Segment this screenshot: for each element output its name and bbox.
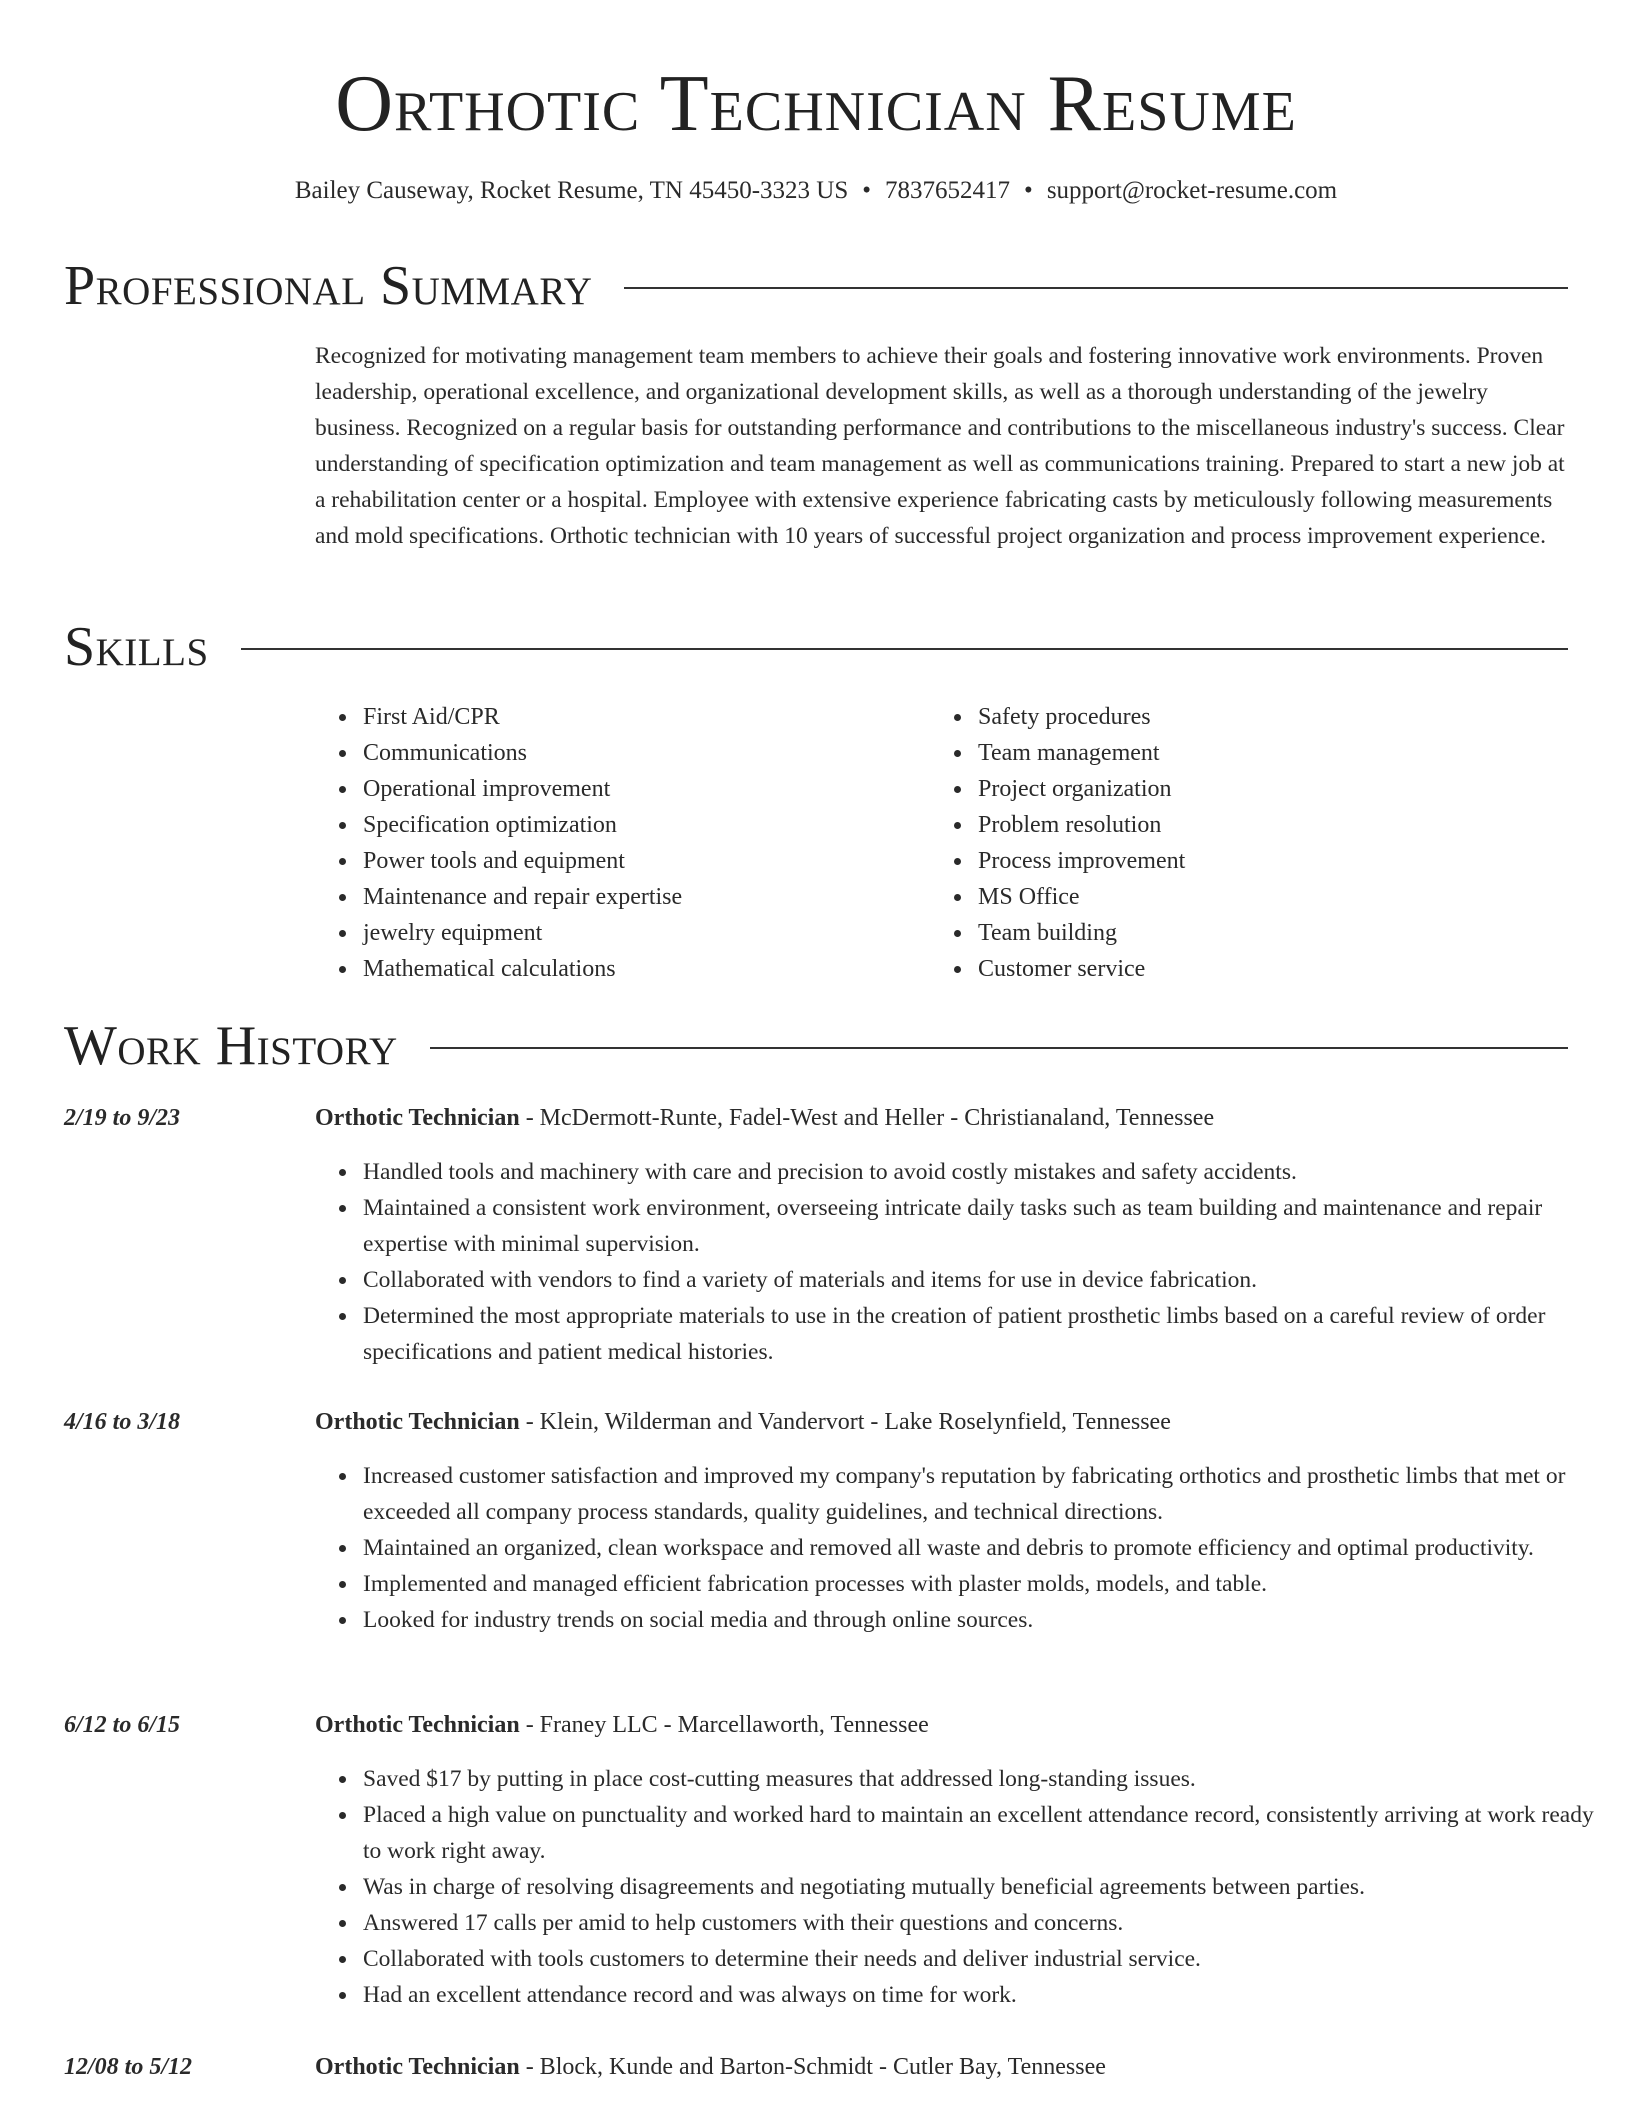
- job-bullet: • Collaborated with vendors to find a variety of materials and items for use in device fabrication.: [359, 1262, 1614, 1298]
- job-bullet: • Implemented and managed efficient fabrication processes with plaster molds, models, and table.: [359, 1566, 1614, 1602]
- job-dates: 12/08 to 5/12: [64, 2054, 193, 2080]
- work-heading: Work History: [64, 1015, 398, 1077]
- skill-item: • Safety procedures: [974, 699, 1534, 735]
- job-dates: 6/12 to 6/15: [64, 1712, 181, 1738]
- job-details: - Block, Kunde and Barton-Schmidt - Cutler Bay, Tennessee: [519, 2054, 1106, 2080]
- work-section-header: [64, 1014, 1568, 1078]
- section-divider: [624, 287, 1568, 289]
- skills-list-left: [315, 699, 919, 987]
- job-bullets: [315, 1154, 1614, 1370]
- job-bullet: • Looked for industry trends on social media and through online sources.: [359, 1602, 1614, 1638]
- job-bullet: • Collaborated with tools customers to determine their needs and deliver industrial service.: [359, 1941, 1614, 1977]
- contact-phone: 7837652417: [885, 177, 1011, 204]
- skill-item: • Team management: [974, 735, 1534, 771]
- job-heading: [315, 1707, 1570, 1743]
- skill-item: • Operational improvement: [359, 771, 919, 807]
- job-role: Orthotic Technician: [315, 1105, 520, 1131]
- job-bullet: • Maintained a consistent work environment, overseeing intricate daily tasks such as team building and maintenance and repair expertise with minimal supervision.: [359, 1190, 1614, 1262]
- skill-item: • Project organization: [974, 771, 1534, 807]
- job-heading: [315, 2049, 1570, 2085]
- skill-item: • Process improvement: [974, 843, 1534, 879]
- skill-item: • Team building: [974, 915, 1534, 951]
- job-bullet: • Determined the most appropriate materials to use in the creation of patient prosthetic limbs based on a careful review of order specifications and patient medical histories.: [359, 1298, 1614, 1370]
- job-details: - McDermott-Runte, Fadel-West and Heller - Christianaland, Tennessee: [519, 1105, 1215, 1131]
- job-bullet: • Saved $17 by putting in place cost-cutting measures that addressed long-standing issues.: [359, 1761, 1614, 1797]
- section-divider: [430, 1047, 1568, 1049]
- skill-item: • First Aid/CPR: [359, 699, 919, 735]
- summary-heading: Professional Summary: [64, 255, 593, 317]
- job-dates: 4/16 to 3/18: [64, 1409, 181, 1435]
- job-heading: [315, 1404, 1570, 1440]
- contact-email: support@rocket-resume.com: [1046, 177, 1338, 204]
- skill-item: • Specification optimization: [359, 807, 919, 843]
- resume-title: Orthotic Technician Resume: [335, 60, 1297, 148]
- skill-item: • MS Office: [974, 879, 1534, 915]
- job-role: Orthotic Technician: [315, 1409, 520, 1435]
- job-bullets: [315, 1761, 1614, 2013]
- job-dates: 2/19 to 9/23: [64, 1105, 181, 1131]
- skill-item: • Problem resolution: [974, 807, 1534, 843]
- skill-item: • Maintenance and repair expertise: [359, 879, 919, 915]
- contact-separator: •: [862, 177, 872, 204]
- job-role: Orthotic Technician: [315, 1712, 520, 1738]
- skill-item: • Power tools and equipment: [359, 843, 919, 879]
- contact-separator: •: [1024, 177, 1033, 204]
- job-details: - Franey LLC - Marcellaworth, Tennessee: [519, 1712, 929, 1738]
- skill-item: • jewelry equipment: [359, 915, 919, 951]
- job-bullet: • Answered 17 calls per amid to help customers with their questions and concerns.: [359, 1905, 1614, 1941]
- job-bullet: • Placed a high value on punctuality and worked hard to maintain an excellent attendance record, consistently arriving at work ready to work right away.: [359, 1797, 1614, 1869]
- job-bullet: • Maintained an organized, clean workspace and removed all waste and debris to promote efficiency and optimal productivity.: [359, 1530, 1614, 1566]
- skill-item: • Mathematical calculations: [359, 951, 919, 987]
- skills-section-header: [64, 615, 1568, 679]
- job-bullet: • Increased customer satisfaction and improved my company's reputation by fabricating orthotics and prosthetic limbs that met or exceeded all company process standards, quality guidelines, and technical directions.: [359, 1458, 1614, 1530]
- job-bullet: • Was in charge of resolving disagreements and negotiating mutually beneficial agreements between parties.: [359, 1869, 1614, 1905]
- job-heading: [315, 1100, 1570, 1136]
- job-details: - Klein, Wilderman and Vandervort - Lake Roselynfield, Tennessee: [519, 1409, 1171, 1435]
- skill-item: • Communications: [359, 735, 919, 771]
- contact-address: Bailey Causeway, Rocket Resume, TN 45450-3323 US: [294, 177, 849, 204]
- job-bullet: • Had an excellent attendance record and was always on time for work.: [359, 1977, 1614, 2013]
- job-role: Orthotic Technician: [315, 2054, 520, 2080]
- section-divider: [241, 648, 1568, 650]
- job-bullet: • Handled tools and machinery with care and precision to avoid costly mistakes and safety accidents.: [359, 1154, 1614, 1190]
- skills-list-right: [930, 699, 1534, 987]
- skills-heading: Skills: [64, 616, 209, 678]
- summary-text: Recognized for motivating management team members to achieve their goals and fostering innovative work environments. Proven leadership, operational excellence, and organizational development skills, as well as a thorough understanding of the jewelry business. Recognized on a regular basis for outstanding performance and contributions to the miscellaneous industry's success. Clear understanding of specification optimization and team management as well as communications training. Prepared to start a new job at a rehabilitation center or a hospital. Employee with extensive experience fabricating casts by meticulously following measurements and mold specifications. Orthotic technician with 10 years of successful project organization and process improvement experience.: [315, 343, 1565, 549]
- skill-item: • Customer service: [974, 951, 1534, 987]
- summary-section-header: [64, 254, 1568, 318]
- contact-line: [0, 174, 1632, 208]
- job-bullets: [315, 1458, 1614, 1638]
